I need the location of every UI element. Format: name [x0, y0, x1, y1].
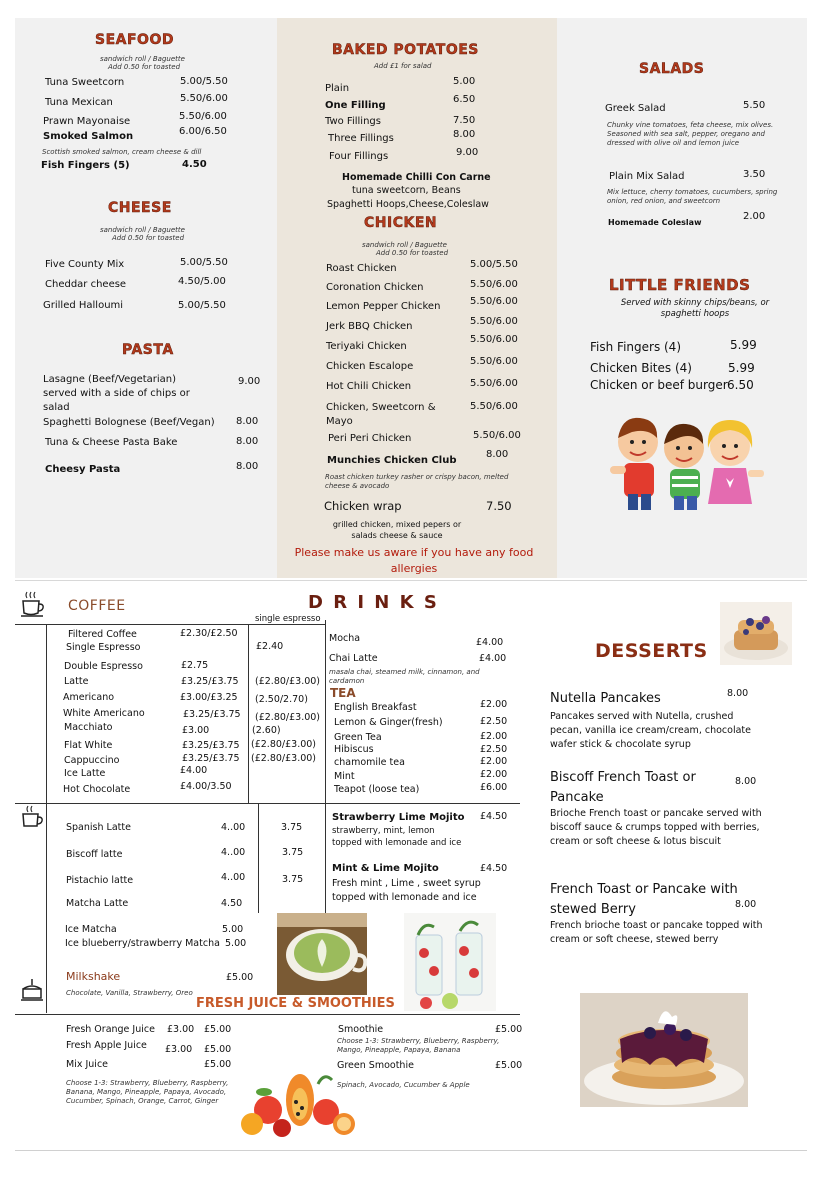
dessert-desc: Brioche French toast or pancake served with biscoff sauce & crumps topped with berries, cream or soft cheese & lotus biscuit — [550, 808, 762, 847]
coffee-name: Ice Latte — [64, 768, 106, 779]
mojito-photo — [404, 913, 496, 1011]
kids-item-price: 5.99 — [728, 361, 755, 375]
juice-name: Fresh Apple Juice — [66, 1040, 147, 1051]
fish-fingers-name: Fish Fingers (5) — [41, 160, 130, 171]
potato-item-name: Three Fillings — [328, 133, 394, 144]
coffee-grid-v2 — [248, 624, 249, 804]
matcha-latte-photo — [277, 913, 367, 995]
kids-item-price: 5.99 — [730, 338, 757, 352]
dessert-photo-small — [720, 602, 792, 665]
allergy-notice: Please make us aware if you have any food allergies — [294, 546, 534, 575]
dessert-price: 8.00 — [735, 776, 757, 787]
potato-item-price: 5.00 — [453, 76, 476, 87]
coffee-extra: (£2.80/£3.00) — [255, 712, 321, 723]
coffee-extra: (2.60) — [252, 725, 281, 736]
seafood-item-price: 5.50/6.00 — [179, 111, 227, 122]
special-name: Spanish Latte — [66, 822, 131, 833]
coffee-extra: (£2.80/£3.00) — [251, 753, 317, 764]
chicken-wrap-price: 7.50 — [486, 499, 512, 513]
mocha-price: £4.00 — [476, 637, 504, 648]
seafood-item-name: Tuna Sweetcorn — [45, 77, 125, 88]
potato-item-name: One Filling — [325, 100, 386, 111]
chicken-item-name: Coronation Chicken — [326, 282, 424, 293]
special-price: 4..00 — [221, 822, 246, 833]
chicken-item-name: Munchies Chicken Club — [327, 455, 457, 466]
juice-grid-top — [15, 1014, 520, 1015]
juice-title: FRESH JUICE & SMOOTHIES — [196, 996, 395, 1011]
pasta-item-name: Tuna & Cheese Pasta Bake — [45, 437, 178, 448]
dessert-price: 8.00 — [727, 688, 749, 699]
cheese-title: CHEESE — [108, 200, 172, 216]
salads-title: SALADS — [639, 61, 705, 77]
chicken-item-price: 8.00 — [486, 449, 509, 460]
coffee-price: £3.25/£3.75 — [183, 709, 241, 720]
coffee-extra: (£2.80/£3.00) — [251, 739, 317, 750]
plain-salad-note: Mix lettuce, cherry tomatoes, cucumbers, spring onion, red onion, and sweetcorn — [607, 188, 778, 205]
chicken-item-name: Chicken, Sweetcorn & Mayo — [326, 402, 436, 427]
tea-price: £2.00 — [480, 731, 508, 742]
seafood-item-price: 5.00/5.50 — [180, 76, 228, 87]
smoothie-name: Smoothie — [338, 1024, 384, 1035]
potato-item-price: 9.00 — [456, 147, 479, 158]
coffee-grid-top — [15, 624, 325, 625]
cheese-item-name: Five County Mix — [45, 259, 125, 270]
juice-note: Choose 1-3: Strawberry, Blueberry, Raspberry, Banana, Mango, Pineapple, Papaya, Avocado, Cucumber, Spinach, Orange, Carrot, Ginger — [66, 1079, 229, 1105]
special-alt: 3.75 — [281, 822, 303, 833]
pasta-item-name: Cheesy Pasta — [45, 464, 121, 475]
desserts-title: DESSERTS — [595, 640, 708, 662]
greek-salad-note: Chunky vine tomatoes, feta cheese, mix olives. Seasoned with sea salt, pepper, oregano and dressed with olive oil and lemon juice — [607, 121, 774, 147]
tea-price: £2.50 — [480, 744, 508, 755]
juice-price-small: £3.00 — [167, 1024, 195, 1035]
pasta-item-price: 9.00 — [238, 376, 261, 387]
juice-price-small: £3.00 — [165, 1044, 193, 1055]
chicken-note-2: Add 0.50 for toasted — [376, 249, 449, 257]
dessert-desc: French brioche toast or pancake topped with cream or soft cheese, stewed berry — [550, 920, 763, 945]
chicken-item-price: 5.50/6.00 — [470, 356, 518, 367]
coffee-price: £3.00/£3.25 — [180, 692, 238, 703]
tea-price: £2.50 — [480, 716, 508, 727]
coffee-name: Cappuccino — [64, 755, 120, 766]
chicken-item-price: 5.50/6.00 — [470, 378, 518, 389]
chicken-title: CHICKEN — [364, 215, 438, 231]
seafood-title: SEAFOOD — [95, 32, 174, 48]
milkshake-desc: Chocolate, Vanilla, Strawberry, Oreo — [66, 989, 193, 997]
coffee-price: £4.00/3.50 — [180, 781, 232, 792]
bottom-divider — [15, 1150, 807, 1151]
cheese-note-2: Add 0.50 for toasted — [112, 234, 185, 242]
mojito-price: £4.50 — [480, 811, 508, 822]
plain-salad-name: Plain Mix Salad — [609, 171, 685, 182]
pasta-item-price: 8.00 — [236, 436, 259, 447]
special-price: 4.50 — [221, 898, 243, 909]
seafood-item-name: Tuna Mexican — [45, 97, 113, 108]
dessert-name: French Toast or Pancake with stewed Berry — [550, 882, 738, 917]
chicken-item-price: 5.50/6.00 — [470, 296, 518, 307]
mug-icon — [18, 804, 46, 830]
coffee-cup-icon — [18, 589, 46, 619]
coffee-name: Flat White — [64, 740, 113, 751]
juice-price-large: £5.00 — [204, 1044, 232, 1055]
green-smoothie-note: Spinach, Avocado, Cucumber & Apple — [337, 1081, 470, 1089]
chicken-note: sandwich roll / Baguette — [362, 241, 447, 249]
mojito-price: £4.50 — [480, 863, 508, 874]
chicken-item-price: 5.50/6.00 — [470, 334, 518, 345]
milkshake-name: Milkshake — [66, 970, 121, 983]
mojito-name: Mint & Lime Mojito — [332, 863, 439, 874]
cake-icon — [18, 975, 46, 1003]
chicken-item-price: 5.50/6.00 — [470, 316, 518, 327]
special-name: Biscoff latte — [66, 849, 123, 860]
chicken-wrap-name: Chicken wrap — [324, 499, 402, 513]
dessert-desc: Pancakes served with Nutella, crushed pecan, vanilla ice cream/cream, chocolate wafer stick & chocolate syrup — [550, 711, 751, 750]
green-smoothie-price: £5.00 — [495, 1060, 523, 1071]
mojito-desc: topped with lemonade and ice — [332, 892, 477, 903]
chicken-item-name: Peri Peri Chicken — [328, 433, 412, 444]
seafood-item-name: Smoked Salmon — [43, 131, 134, 142]
specials-grid-v3 — [325, 803, 326, 913]
kid-left — [610, 418, 658, 510]
kid-right — [708, 420, 764, 504]
pasta-item-price: 8.00 — [236, 416, 259, 427]
coffee-extra: (£2.80/£3.00) — [255, 676, 321, 687]
potato-item-price: 6.50 — [453, 94, 476, 105]
cheese-item-price: 5.00/5.50 — [178, 300, 226, 311]
mojito-desc: Fresh mint , Lime , sweet syrup — [332, 878, 481, 889]
seafood-note: sandwich roll / Baguette — [100, 55, 185, 63]
potato-item-name: Plain — [325, 83, 350, 94]
coffee-price: £3.25/£3.75 — [181, 676, 239, 687]
pasta-item-price: 8.00 — [236, 461, 259, 472]
chicken-item-price: 5.50/6.00 — [470, 279, 518, 290]
little-friends-title: LITTLE FRIENDS — [609, 276, 751, 294]
coffee-grid-v3 — [325, 620, 326, 804]
chicken-item-price: 5.00/5.50 — [470, 259, 518, 270]
kids-item-name: Fish Fingers (4) — [590, 340, 682, 354]
chai-note: masala chai, steamed milk, cinnamon, and cardamon — [329, 668, 480, 685]
juice-price-large: £5.00 — [204, 1059, 232, 1070]
mojito-desc: topped with lemonade and ice — [332, 838, 462, 848]
tea-name: Green Tea — [334, 732, 382, 743]
greek-salad-price: 5.50 — [743, 100, 766, 111]
seafood-item-price: 5.50/6.00 — [180, 93, 228, 104]
specials-grid-v2 — [258, 803, 259, 913]
special-alt: 3.75 — [282, 874, 304, 885]
coffee-price: £3.00 — [182, 725, 210, 736]
tea-price: £6.00 — [480, 782, 508, 793]
juice-name: Fresh Orange Juice — [66, 1024, 155, 1035]
chicken-item-name: Hot Chili Chicken — [326, 381, 412, 392]
chicken-item-name: Lemon Pepper Chicken — [326, 301, 441, 312]
specials-grid-v1 — [46, 803, 47, 1013]
tea-price: £2.00 — [480, 756, 508, 767]
chicken-item-name: Chicken Escalope — [326, 361, 414, 372]
potato-item-name: Four Fillings — [329, 151, 389, 162]
special-name: Matcha Latte — [66, 898, 129, 909]
tea-name: Mint — [334, 771, 355, 782]
coffee-price: £2.75 — [181, 660, 209, 671]
smoothie-note: Choose 1-3: Strawberry, Blueberry, Raspberry, Mango, Pineapple, Papaya, Banana — [337, 1037, 500, 1054]
page-divider — [15, 580, 807, 581]
kids-item-name: Chicken or beef burger — [590, 378, 728, 392]
coffee-price: £3.25/£3.75 — [182, 740, 240, 751]
potato-item-price: 8.00 — [453, 129, 476, 140]
mocha-name: Mocha — [329, 633, 361, 644]
chicken-wrap-note: grilled chicken, mixed pepers or salads cheese & sauce — [332, 520, 462, 540]
coleslaw-price: 2.00 — [743, 211, 766, 222]
special-price: 4..00 — [221, 872, 246, 883]
dessert-name: Nutella Pancakes — [550, 691, 661, 706]
coffee-grid-v1 — [46, 624, 47, 804]
tea-name: Hibiscus — [334, 744, 374, 755]
smoothie-price: £5.00 — [495, 1024, 523, 1035]
cheese-item-name: Grilled Halloumi — [43, 300, 124, 311]
tea-price: £2.00 — [480, 769, 508, 780]
mojito-desc: strawberry, mint, lemon — [332, 826, 435, 836]
dessert-price: 8.00 — [735, 899, 757, 910]
tea-name: chamomile tea — [334, 757, 405, 768]
potatoes-note: Add £1 for salad — [374, 62, 432, 70]
milkshake-price: £5.00 — [226, 972, 254, 983]
potato-fillings: Spaghetti Hoops,Cheese,Coleslaw — [327, 199, 489, 210]
chicken-item-price: 5.50/6.00 — [473, 430, 521, 441]
seafood-note-2: Add 0.50 for toasted — [108, 63, 181, 71]
juice-name: Mix Juice — [66, 1059, 109, 1070]
tea-name: Lemon & Ginger(fresh) — [334, 717, 443, 728]
potato-item-name: Two Fillings — [325, 116, 381, 127]
dessert-name: Biscoff French Toast or Pancake — [550, 770, 696, 805]
special-price: 5.00 — [225, 938, 247, 949]
kids-illustration — [602, 408, 768, 512]
chai-name: Chai Latte — [329, 653, 378, 664]
seafood-item-price: 6.00/6.50 — [179, 126, 227, 137]
potato-fillings: Homemade Chilli Con Carne — [342, 172, 491, 183]
coffee-name: Macchiato — [64, 722, 113, 733]
plain-salad-price: 3.50 — [743, 169, 766, 180]
special-alt: 3.75 — [282, 847, 304, 858]
pasta-item-name: Spaghetti Bolognese (Beef/Vegan) — [43, 417, 215, 428]
coffee-price: £3.25/£3.75 — [182, 753, 240, 764]
coffee-name: Hot Chocolate — [63, 784, 131, 795]
coffee-name: Filtered Coffee — [68, 629, 137, 640]
chicken-item-name: Jerk BBQ Chicken — [326, 321, 413, 332]
cheese-item-price: 4.50/5.00 — [178, 276, 226, 287]
seafood-salmon-note: Scottish smoked salmon, cream cheese & dill — [42, 148, 202, 156]
chai-price: £4.00 — [479, 653, 507, 664]
coffee-title: COFFEE — [68, 598, 126, 614]
mojito-name: Strawberry Lime Mojito — [332, 812, 465, 823]
coffee-name: Latte — [64, 676, 89, 687]
drinks-title: D R I N K S — [308, 592, 439, 613]
fruit-illustration — [238, 1070, 368, 1138]
chicken-item-name: Roast Chicken — [326, 263, 397, 274]
cheese-item-price: 5.00/5.50 — [180, 257, 228, 268]
potatoes-title: BAKED POTATOES — [332, 42, 479, 58]
pasta-title: PASTA — [122, 342, 174, 358]
potato-fillings: tuna sweetcorn, Beans — [352, 185, 461, 196]
chicken-club-note: Roast chicken turkey rasher or crispy bacon, melted cheese & avocado — [325, 473, 509, 490]
coleslaw-name: Homemade Coleslaw — [608, 218, 702, 227]
special-name: Ice Matcha — [65, 924, 117, 935]
fish-fingers-price: 4.50 — [182, 159, 207, 170]
tea-name: English Breakfast — [334, 702, 417, 713]
seafood-item-name: Prawn Mayonaise — [43, 116, 131, 127]
green-smoothie-name: Green Smoothie — [337, 1060, 414, 1071]
special-name: Pistachio latte — [66, 875, 134, 886]
little-friends-note: Served with skinny chips/beans, or spaghetti hoops — [620, 298, 770, 319]
cheese-item-name: Cheddar cheese — [45, 279, 127, 290]
kid-middle — [664, 424, 704, 510]
pancake-photo — [580, 993, 748, 1107]
coffee-name: Single Espresso — [66, 642, 141, 653]
coffee-price: £2.30/£2.50 — [180, 628, 238, 639]
special-name: Ice blueberry/strawberry Matcha — [65, 938, 220, 949]
kids-item-price: 6.50 — [727, 378, 754, 392]
special-price: 5.00 — [222, 924, 244, 935]
special-price: 4..00 — [221, 847, 246, 858]
coffee-price: £4.00 — [180, 765, 208, 776]
tea-price: £2.00 — [480, 699, 508, 710]
tea-name: Teapot (loose tea) — [334, 784, 420, 795]
pasta-item-name: Lasagne (Beef/Vegetarian) served with a side of chips or salad — [43, 374, 190, 413]
chicken-item-price: 5.50/6.00 — [470, 401, 518, 412]
kids-item-name: Chicken Bites (4) — [590, 361, 692, 375]
single-espresso-header: single espresso — [255, 614, 321, 624]
coffee-name: Americano — [63, 692, 115, 703]
chicken-item-name: Teriyaki Chicken — [326, 341, 407, 352]
coffee-extra: £2.40 — [256, 641, 284, 652]
greek-salad-name: Greek Salad — [605, 103, 666, 114]
coffee-extra: (2.50/2.70) — [255, 694, 308, 705]
juice-price-large: £5.00 — [204, 1024, 232, 1035]
potato-item-price: 7.50 — [453, 115, 476, 126]
tea-title: TEA — [330, 686, 356, 700]
coffee-name: Double Espresso — [64, 661, 143, 672]
coffee-grid-bottom — [15, 803, 520, 804]
cheese-note: sandwich roll / Baguette — [100, 226, 185, 234]
coffee-name: White Americano — [63, 708, 145, 719]
